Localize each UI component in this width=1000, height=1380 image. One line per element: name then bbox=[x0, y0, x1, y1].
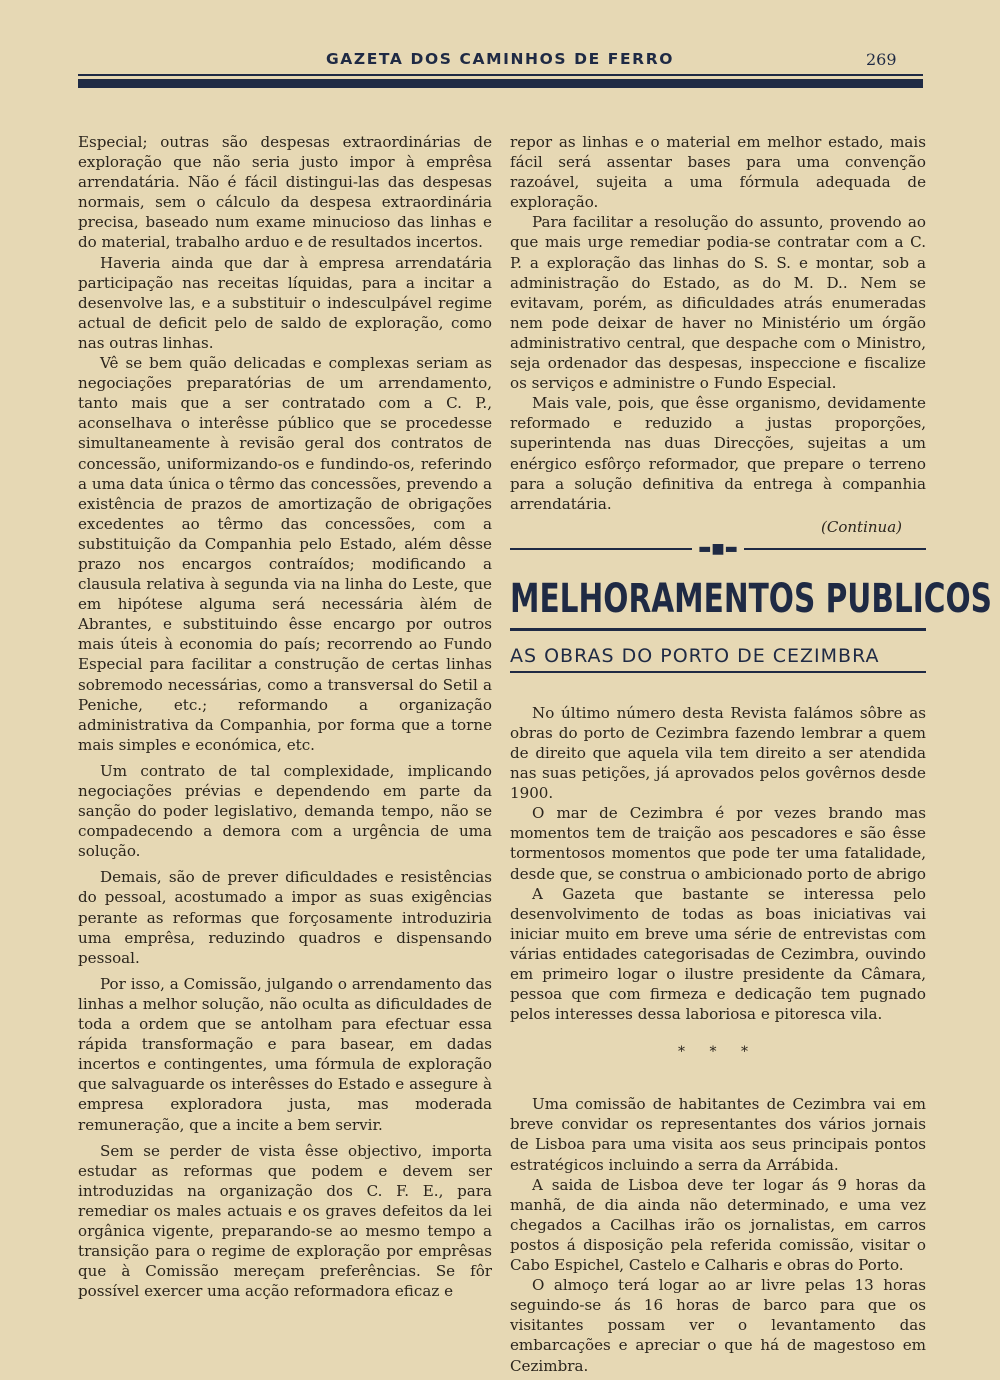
section-title: MELHORAMENTOS PUBLICOS bbox=[510, 575, 992, 622]
right-column bbox=[510, 132, 992, 1376]
continua-note: (Continua) bbox=[821, 517, 902, 536]
left-column bbox=[78, 132, 492, 1301]
section-rule bbox=[510, 628, 926, 631]
paragraph: O almoço terá logar ao ar livre pelas 13 horas seguindo-se ás 16 horas de barco para que os visitantes possam ver o levantamento das embarcações e apreciar o que há de magestoso em Cezimbra. bbox=[510, 1276, 926, 1375]
paragraph: Haveria ainda que dar à empresa arrendatária participação nas receitas líquidas, para a incitar a desenvolve las, e a substituir o indesculpável regime actual de deficit pelo de saldo de exploração, como nas outras linhas. bbox=[78, 253, 492, 352]
paragraph: Especial; outras são despesas extraordinárias de exploração que não seria justo impor à emprêsa arrendatária. Não é fácil distingui-las das despesas normais, sem o cálculo da despesa extraordinária precisa, baseado num exame minucioso das linhas e do material, trabalho arduo e de resultados incertos. bbox=[78, 133, 492, 252]
paragraph: O mar de Cezimbra é por vezes brando mas momentos tem de traição aos pescadores e são êsse tormentosos momentos que pode ter uma fatalidade, desde que, se construa o ambicionado porto de abrigo bbox=[510, 804, 927, 883]
header-rule bbox=[78, 74, 923, 76]
page-number: 269 bbox=[866, 50, 897, 69]
paragraph: No último número desta Revista falámos sôbre as obras do porto de Cezimbra fazendo lembrar a quem de direito que aquela vila tem direito a ser atendida nas suas petições, já aprovados pelos govêrnos desde 1900. bbox=[510, 703, 926, 803]
train-icon: ▬■▬ bbox=[692, 539, 744, 559]
article-body bbox=[510, 703, 926, 1376]
paragraph: Demais, são de prever dificuldades e resistências do pessoal, acostumado a impor as suas exigências perante as reformas que forçosamente introduziria uma emprêsa, reduzindo quadros e dispensando pessoal. bbox=[78, 868, 492, 967]
ornament-divider bbox=[510, 538, 926, 558]
separator-stars: * * * bbox=[678, 1044, 758, 1061]
paragraph: Por isso, a Comissão, julgando o arrendamento das linhas a melhor solução, não oculta as dificuldades de toda a ordem que se antolham para efectuar essa rápida transformação e para basear, em dadas incertos e contingentes, uma fórmula de exploração que salvaguarde os interêsses do Estado e assegure à empresa exploradora justa, mas moderada remuneração, que a incite a bem servir. bbox=[78, 974, 492, 1134]
paragraph: Um contrato de tal complexidade, implicando negociações prévias e dependendo em parte da sanção do poder legislativo, demanda tempo, não se compadecendo a demora com a urgência de uma solução. bbox=[78, 761, 492, 861]
paragraph: Vê se bem quão delicadas e complexas seriam as negociações preparatórias de um arrendamento, tanto mais que a ser contratado com a C. P., aconselhava o interêsse público que se procedesse simultaneamente à revisão geral dos contratos de concessão, uniformizando-os e fundindo-os, referindo a uma data única o têrmo das concessões, prevendo a existência de prazos de amortização de obrigações excedentes ao têrmo das concessões, com a substituição da Companhia pelo Estado, além dêsse prazo nos encargos contraídos; modificando a clausula relativa à segunda via na linha do Leste, que em hipótese alguma será necessária àlém de Abrantes, e substituindo êsse encargo por outros mais úteis à economia do país; recorrendo ao Fundo Especial para facilitar a construção de certas linhas sobremodo necessárias, como a transversal do Setil a Peniche, etc.; reformando a organização administrativa da Companhia, por forma que a torne mais simples e económica, etc. bbox=[78, 354, 492, 754]
paragraph: Mais vale, pois, que êsse organismo, devidamente reformado e reduzido a justas proporções, superintenda nas duas Direcções, sujeitas a um enérgico esfôrço reformador, que prepare o terreno para a solução definitiva da entrega à companhia arrendatária. bbox=[510, 394, 926, 513]
running-title: GAZETA DOS CAMINHOS DE FERRO bbox=[325, 50, 675, 68]
paragraph: A saida de Lisboa deve ter logar ás 9 horas da manhã, de dia ainda não determinado, e uma vez chegados a Cacilhas irão os jornalistas, em carros postos á disposição pela referida comissão, visitar o Cabo Espichel, Castelo e Calharis e obras do Porto. bbox=[510, 1175, 926, 1275]
paragraph: Para facilitar a resolução do assunto, provendo ao que mais urge remediar podia-se contratar com a C. P. a exploração das linhas do S. S. e montar, sob a administração do Estado, as do M. D.. Nem se evitavam, porém, as dificuldades atrás enumeradas nem pode deixar de haver no Ministério um órgão administrativo central, que despache com o Ministro, seja ordenador das despesas, inspeccione e fiscalize os serviços e administre o Fundo Especial. bbox=[510, 213, 926, 393]
paragraph: repor as linhas e o material em melhor estado, mais fácil será assentar bases para uma convenção razoável, sujeita a uma fórmula adequada de exploração. bbox=[510, 133, 926, 212]
paragraph: Uma comissão de habitantes de Cezimbra vai em breve convidar os representantes dos vários jornais de Lisboa para uma visita aos seus principais pontos estratégicos incluindo a serra da Arrábida. bbox=[510, 1095, 926, 1174]
paragraph: A Gazeta que bastante se interessa pelo desenvolvimento de todas as boas iniciativas vai iniciar muito em breve uma série de entrevistas com várias entidades categorisadas de Cezimbra, ouvindo em primeiro logar o ilustre presidente da Câmara, pessoa que com firmeza e dedicação tem pugnado pelos interesses dessa laboriosa e pitoresca vila. bbox=[510, 884, 926, 1024]
article-rule bbox=[510, 671, 926, 673]
article-title: AS OBRAS DO PORTO DE CEZIMBRA bbox=[510, 644, 880, 667]
paragraph: Sem se perder de vista êsse objectivo, importa estudar as reformas que podem e devem ser introduzidas na organização dos C. F. E., para remediar os males actuais e os graves defeitos da lei orgânica vigente, preparando-se ao mesmo tempo a transição para o regime de exploração por emprêsas que à Comissão mereçam preferências. Se fôr possível exercer uma acção reformadora eficaz e bbox=[78, 1141, 492, 1301]
header-rule-thick bbox=[78, 79, 923, 88]
